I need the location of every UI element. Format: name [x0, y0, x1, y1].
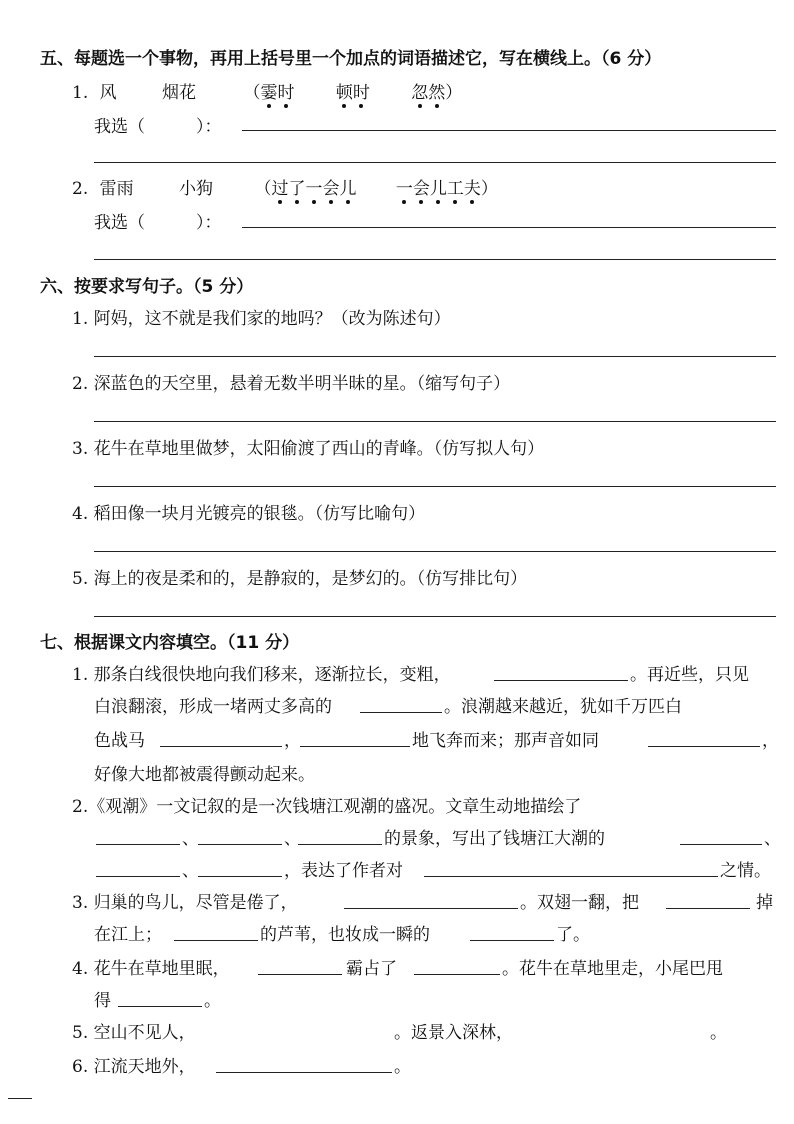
s7-q5-blank-2[interactable]	[530, 1038, 710, 1039]
s7-q1-line1-b: 。再近些，只见	[630, 665, 749, 685]
section7-title: 七、根据课文内容填空。（11 分）	[40, 633, 300, 653]
emphasis-char: 儿	[339, 174, 356, 199]
s7-q4-line1-c: 。花牛在草地里走，小尾巴甩	[502, 959, 723, 979]
s5-q1-row: 1. 风 烟花 （霎时 顿时 忽然）	[72, 78, 462, 103]
emphasis-char: 了	[288, 174, 305, 199]
section6-title: 六、按要求写句子。（5 分）	[40, 277, 254, 297]
s5-q2-answer-line-1[interactable]	[242, 227, 776, 228]
s7-q3-line1-a: 3. 归巢的鸟儿，尽管是倦了，	[72, 893, 298, 913]
s7-q3-blank-3[interactable]	[174, 940, 258, 941]
s6-item-2: 2. 深蓝色的天空里，悬着无数半明半昧的星。（缩写句子）	[72, 374, 511, 394]
s7-q3-line2-c: 了。	[556, 925, 590, 945]
s7-q2-blank-3[interactable]	[298, 844, 382, 845]
s7-q2-blank-1[interactable]	[96, 844, 180, 845]
s7-q2-line3-c: 之情。	[720, 861, 771, 881]
s7-q1-blank-4[interactable]	[300, 746, 410, 747]
s7-q2-line2-b: 的景象，写出了钱塘江大潮的	[384, 829, 605, 849]
s7-q5-b: 。返景入深林，	[394, 1023, 513, 1043]
emphasis-char: 然	[428, 78, 445, 103]
s7-q2-sep-1: 、	[182, 829, 199, 849]
s7-q2-sep-4: 、	[182, 861, 199, 881]
s7-q5-a: 5. 空山不见人，	[72, 1023, 196, 1043]
emphasis-char: 忽	[411, 78, 428, 103]
emphasis-char: 一	[396, 174, 413, 199]
s6-item-4: 4. 稻田像一块月光镀亮的银毯。（仿写比喻句）	[72, 504, 426, 524]
s6-item-3: 3. 花牛在草地里做梦，太阳偷渡了西山的青峰。（仿写拟人句）	[72, 439, 545, 459]
s7-q2-blank-7[interactable]	[424, 876, 718, 877]
emphasis-char: 顿	[336, 78, 353, 103]
s7-q5-blank-1[interactable]	[212, 1038, 392, 1039]
s7-q1-line1-a: 1. 那条白线很快地向我们移来，逐渐拉长，变粗，	[72, 665, 451, 685]
s5-q1-word-3	[411, 83, 445, 103]
s7-q4-line1-b: 霸占了	[346, 959, 397, 979]
s7-q5-c: 。	[710, 1023, 727, 1043]
s7-q2-line1: 2.《观潮》一文记叙的是一次钱塘江观潮的盛况。文章生动地描绘了	[72, 797, 582, 817]
emphasis-char: 一	[305, 174, 322, 199]
s6-answer-line-3[interactable]	[94, 486, 776, 487]
s7-q2-blank-6[interactable]	[198, 876, 282, 877]
emphasis-char: 夫	[464, 174, 481, 199]
s7-q3-blank-1[interactable]	[344, 908, 518, 909]
s7-q2-line3-b: ，表达了作者对	[284, 861, 403, 881]
page-corner-mark	[8, 1098, 32, 1099]
s7-q6-blank[interactable]	[216, 1072, 392, 1073]
s7-q3-blank-2[interactable]	[666, 908, 750, 909]
s7-q1-blank-2[interactable]	[360, 712, 442, 713]
s5-q2-word-2	[396, 179, 481, 199]
s7-q3-line1-c: 掉	[756, 893, 773, 913]
s7-q6-a: 6. 江流天地外，	[72, 1057, 196, 1077]
s7-q4-line2-b: 。	[204, 991, 221, 1011]
s5-q2-row: 2. 雷雨 小狗 （过了一会儿 一会儿工夫）	[72, 174, 498, 199]
s7-q1-blank-1[interactable]	[494, 680, 628, 681]
s6-item-5: 5. 海上的夜是柔和的，是静寂的，是梦幻的。（仿写排比句）	[72, 569, 528, 589]
s5-q1-word-2	[336, 83, 370, 103]
s7-q2-blank-2[interactable]	[198, 844, 282, 845]
emphasis-char: 过	[271, 174, 288, 199]
emphasis-char: 工	[447, 174, 464, 199]
s5-q1-word-1	[260, 83, 294, 103]
s7-q1-line4: 好像大地都被震得颤动起来。	[94, 765, 315, 785]
s7-q3-blank-4[interactable]	[470, 940, 554, 941]
s7-q1-line2-a: 白浪翻滚，形成一堵两丈多高的	[94, 697, 332, 717]
emphasis-char: 会	[322, 174, 339, 199]
s7-q1-line2-b: 。浪潮越来越近，犹如千万匹白	[444, 697, 682, 717]
emphasis-char: 会	[413, 174, 430, 199]
s7-q3-line1-b: 。双翅一翻，把	[520, 893, 639, 913]
s5-q1-choose-label: 我选（ ）：	[94, 117, 222, 137]
s7-q4-blank-2[interactable]	[414, 974, 500, 975]
s6-answer-line-4[interactable]	[94, 551, 776, 552]
s7-q1-line3-b: ，	[284, 731, 301, 751]
emphasis-char: 霎	[260, 78, 277, 103]
emphasis-char: 儿	[430, 174, 447, 199]
s6-answer-line-1[interactable]	[94, 356, 776, 357]
s7-q3-line2-a: 在江上；	[94, 925, 162, 945]
s7-q4-line1-a: 4. 花牛在草地里眠，	[72, 959, 230, 979]
s5-q2-answer-line-2[interactable]	[94, 259, 776, 260]
section5-title: 五、每题选一个事物，再用上括号里一个加点的词语描述它，写在横线上。（6 分）	[40, 49, 662, 69]
s5-q1-answer-line-1[interactable]	[242, 130, 776, 131]
s7-q1-line3-c: 地飞奔而来；那声音如同	[412, 731, 599, 751]
s7-q1-blank-5[interactable]	[648, 746, 760, 747]
s7-q1-blank-3[interactable]	[160, 746, 282, 747]
s7-q6-b: 。	[394, 1057, 411, 1077]
s7-q2-sep-2: 、	[284, 829, 301, 849]
s7-q1-line3-a: 色战马	[94, 731, 145, 751]
s7-q2-blank-4[interactable]	[680, 844, 762, 845]
s6-answer-line-2[interactable]	[94, 421, 776, 422]
s7-q4-line2-a: 得	[94, 991, 111, 1011]
s7-q2-blank-5[interactable]	[96, 876, 180, 877]
s7-q1-line3-d: ，	[762, 731, 779, 751]
s5-q2-choose-label: 我选（ ）：	[94, 213, 222, 233]
s5-q1-answer-line-2[interactable]	[94, 162, 776, 163]
s7-q4-blank-3[interactable]	[118, 1006, 202, 1007]
s7-q4-blank-1[interactable]	[258, 974, 342, 975]
emphasis-char: 时	[277, 78, 294, 103]
emphasis-char: 时	[353, 78, 370, 103]
s6-answer-line-5[interactable]	[94, 616, 776, 617]
s7-q3-line2-b: 的芦苇，也妆成一瞬的	[260, 925, 430, 945]
s6-item-1: 1. 阿妈，这不就是我们家的地吗？（改为陈述句）	[72, 309, 451, 329]
s5-q2-word-1	[271, 179, 356, 199]
s7-q2-sep-3: 、	[764, 829, 781, 849]
